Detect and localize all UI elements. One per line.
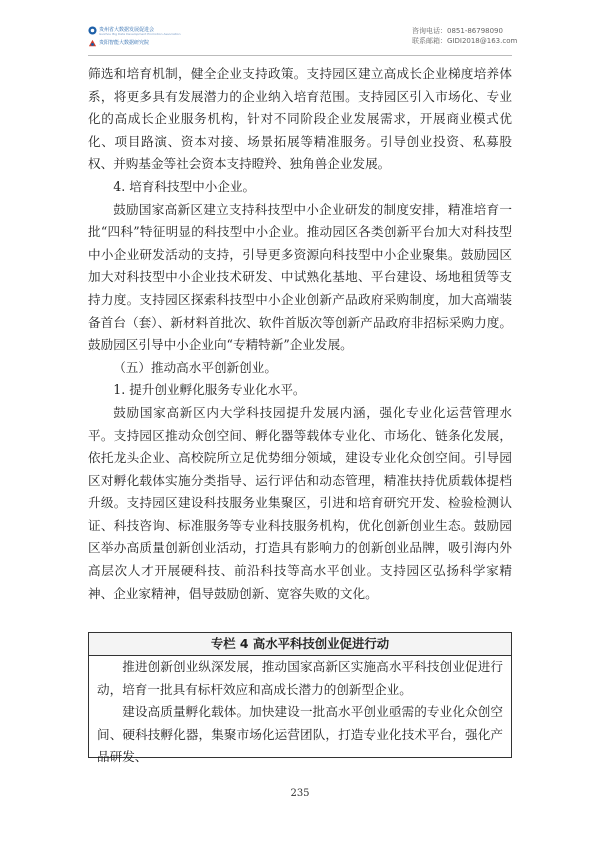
subheading: 4. 培育科技型中小企业。 xyxy=(113,178,256,194)
document-body xyxy=(88,63,512,605)
page-header xyxy=(0,0,600,55)
page-number: 235 xyxy=(290,788,310,799)
institute-logo-icon xyxy=(88,39,97,48)
header-divider xyxy=(88,55,512,56)
association-logo-icon xyxy=(88,26,97,35)
subheading: 1. 提升创业孵化服务专业化水平。 xyxy=(113,382,306,398)
paragraph: 鼓励国家高新区建立支持科技型中小企业研发的制度安排，精准培育一批“四科”特征明显的科技型中小企业。推动园区各类创新平台加大对科技型中小企业研发活动的支持，引导更多资源向科技型中小企业聚集。鼓励园区加大对科技型中小企业技术研发、中试熟化基地、平台建设、场地租赁等支持力度。支持园区探索科技型中小企业创新产品政府采购制度，加大高端装备首台（套）、新材料首批次、软件首版次等创新产品政府非招标采购力度。鼓励园区引导中小企业向“专精特新”企业发展。 xyxy=(88,201,512,353)
paragraph: 筛选和培育机制，健全企业支持政策。支持园区建立高成长企业梯度培养体系，将更多具有发展潜力的企业纳入培育范围。支持园区引入市场化、专业化的高成长企业服务机构，针对不同阶段企业发展需求，开展商业模式优化、项目路演、资本对接、场景拓展等精准服务。引导创业投资、私募股权、并购基金等社会资本支持瞪羚、独角兽企业发展。 xyxy=(88,66,512,172)
organization-logo xyxy=(88,24,181,52)
paragraph: 鼓励国家高新区内大学科技园提升发展内涵，强化专业化运营管理水平。支持园区推动众创空间、孵化器等载体专业化、市场化、链条化发展，依托龙头企业、高校院所立足优势细分领域，建设专业化众创空间。引导园区对孵化载体实施分类指导、运行评估和动态管理，精准扶持优质载体提档升级。支持园区建设科技服务业集聚区，引进和培育研究开发、检验检测认证、科技咨询、标准服务等专业科技服务机构，优化创新创业生态。鼓励园区举办高质量创新创业活动，打造具有影响力的创新创业品牌，吸引海内外高层次人才开展硬科技、前沿科技等高水平创业。支持园区弘扬科学家精神、企业家精神，倡导鼓励创新、宽容失败的文化。 xyxy=(88,404,512,601)
column-box-body xyxy=(89,656,511,769)
contact-phone: 咨询电话：0851-86798090 xyxy=(412,27,503,35)
association-name: 贵州省大数据发展促进会 xyxy=(99,27,155,33)
column-box-title: 专栏 4 高水平科技创业促进行动 xyxy=(89,633,511,656)
section-heading: （五）推动高水平创新创业。 xyxy=(113,359,277,375)
paragraph: 推进创新创业纵深发展，推动国家高新区实施高水平科技创业促进行动，培育一批具有标杆效应和高成长潜力的创新型企业。 xyxy=(97,659,503,697)
association-english-name: Guizhou Big Data Development Promotion Association xyxy=(99,32,181,36)
paragraph: 建设高质量孵化载体。加快建设一批高水平创业亟需的专业化众创空间、硬科技孵化器，集聚市场化运营团队，打造专业化技术平台，强化产品研发、 xyxy=(97,704,503,765)
contact-info xyxy=(412,26,517,46)
column-box xyxy=(88,632,512,765)
contact-email: 联系邮箱：GIDI2018@163.com xyxy=(412,37,518,45)
institute-name: 贵阳智能大数据研究院 xyxy=(99,40,150,46)
